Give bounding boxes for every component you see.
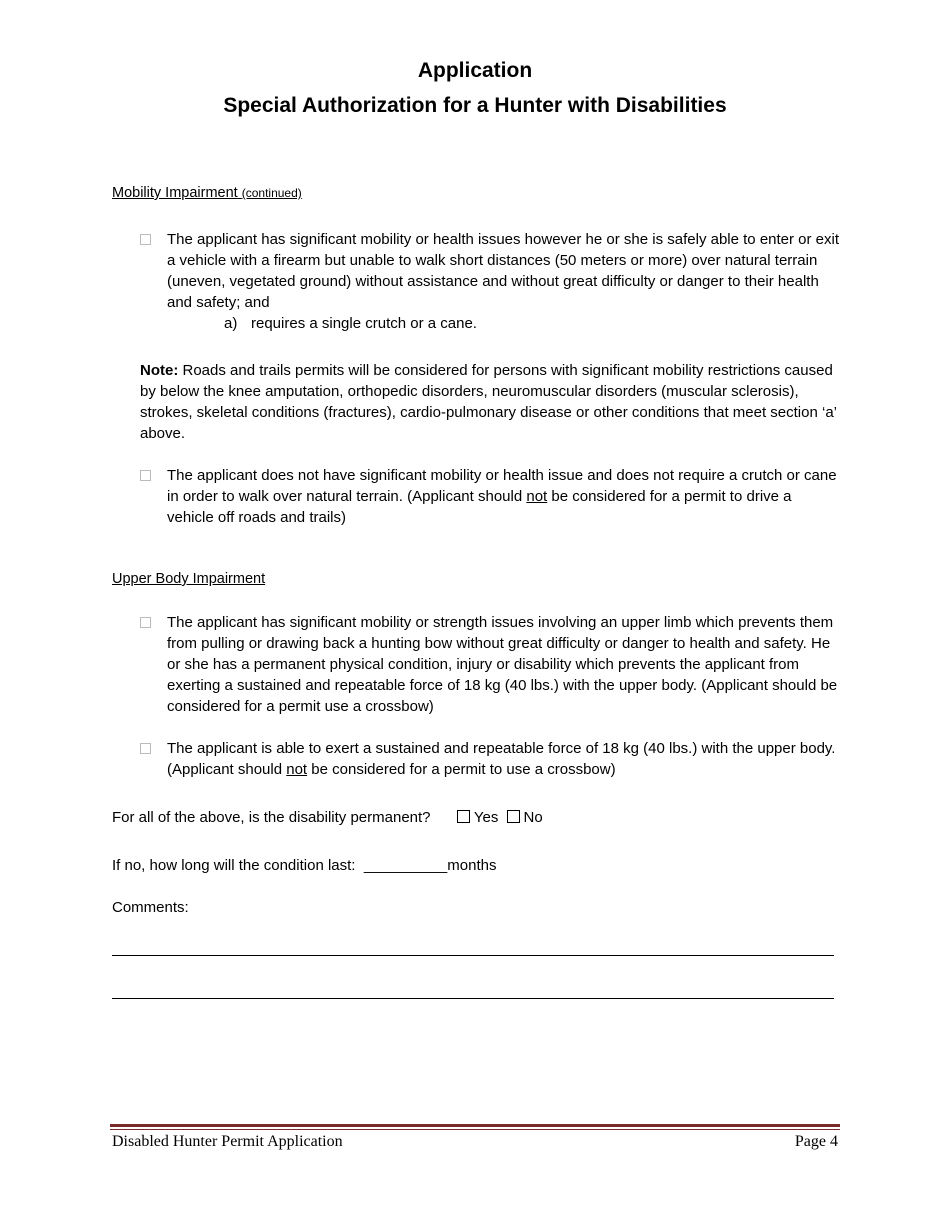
mobility-heading [112,185,302,201]
mobility-option-2-text-a: The applicant does not have significant mobility or health issue and does not require a crutch or cane in order to walk over natural terrain. (Applicant should [167,467,837,505]
page-title: Application [417,59,533,82]
mobility-option-1-checkbox[interactable] [140,234,151,245]
upper-body-option-2-text-b: be considered for a permit to use a crossbow) [307,761,616,778]
mobility-heading-text: Mobility Impairment [112,185,238,201]
mobility-note [140,360,840,444]
upper-body-option-2-not: not [286,761,308,778]
mobility-option-2-text-b: be considered for a permit to drive a vehicle off roads and trails) [167,488,792,526]
comments-label: Comments: [112,899,189,916]
mobility-option-1 [140,229,840,313]
note-label: Note: [140,362,179,379]
duration-question: If no, how long will the condition last: [112,857,356,874]
footer-title: Disabled Hunter Permit Application [112,1133,343,1150]
comments-line-2[interactable] [112,998,834,999]
upper-body-heading: Upper Body Impairment [112,571,266,587]
upper-body-option-2-text-a: The applicant is able to exert a sustained and repeatable force of 18 kg (40 lbs.) with the upper body. (Applicant should [167,740,836,778]
upper-body-option-2-text [167,738,840,780]
yes-label: Yes [473,809,499,826]
sub-label: a) [224,315,238,332]
upper-body-option-1 [140,612,840,717]
permanent-question-row [112,807,543,828]
no-label: No [523,809,543,826]
page-subtitle: Special Authorization for a Hunter with Disabilities [223,94,727,117]
mobility-option-2-checkbox[interactable] [140,470,151,481]
sub-text: requires a single crutch or a cane. [251,315,477,332]
yes-checkbox[interactable] [457,810,470,823]
mobility-option-1-text: The applicant has significant mobility or health issues however he or she is safely able to enter or exit a vehicle with a firearm but unable to walk short distances (50 meters or more) over natural terrain (uneven, vegetated ground) without assistance and without great difficulty or danger to their health and safety; and [167,231,840,311]
mobility-option-2 [140,465,840,528]
page-number: Page 4 [794,1133,838,1150]
duration-field[interactable]: __________ [363,857,448,874]
footer-rule-thin [110,1129,840,1130]
mobility-option-2-text [167,465,840,528]
duration-row [112,855,496,876]
no-checkbox[interactable] [507,810,520,823]
upper-body-option-1-text: The applicant has significant mobility or strength issues involving an upper limb which prevents them from pulling or drawing back a hunting bow without great difficulty or danger to health and safety. He or she has a permanent physical condition, injury or disability which prevents the applicant from exerting a sustained and repeatable force of 18 kg (40 lbs.) with the upper body. (Applicant should be considered for a permit use a crossbow) [167,614,838,715]
upper-body-option-1-checkbox[interactable] [140,617,151,628]
comments-line-1[interactable] [112,955,834,956]
mobility-option-1-sub [224,313,477,334]
mobility-option-2-not: not [526,488,548,505]
upper-body-option-2 [140,738,840,780]
mobility-heading-note: (continued) [241,186,302,200]
footer-rule-thick [110,1124,840,1127]
duration-unit: months [447,857,497,874]
upper-body-option-2-checkbox[interactable] [140,743,151,754]
note-text: Roads and trails permits will be considered for persons with significant mobility restrictions caused by below the knee amputation, orthopedic disorders, neuromuscular disorders (muscular sclerosis), strokes, skeletal conditions (fractures), cardio-pulmonary disease or other conditions that meet section ‘a’ above. [140,362,837,442]
permanent-question: For all of the above, is the disability permanent? [112,809,431,826]
